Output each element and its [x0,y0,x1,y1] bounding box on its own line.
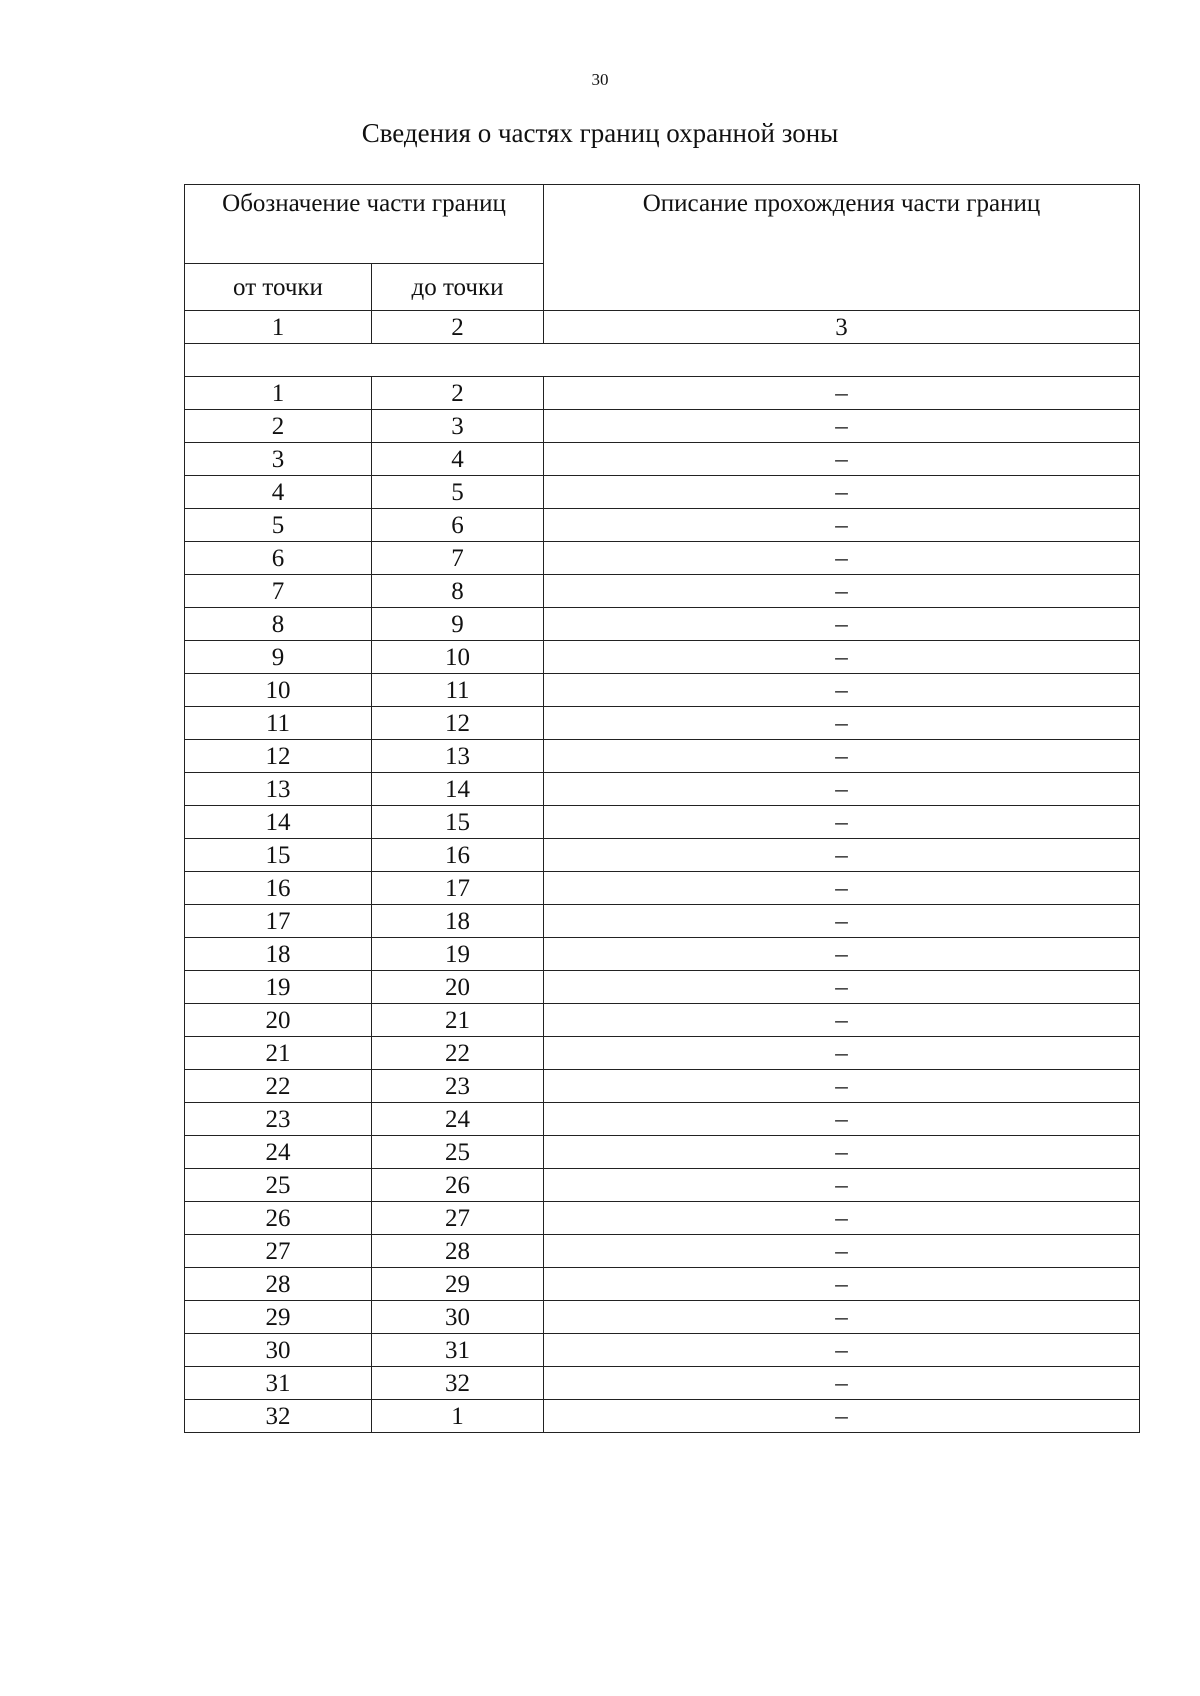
to-point-cell: 32 [372,1367,544,1400]
from-point-cell: 10 [185,674,372,707]
table-row [185,872,1140,905]
table-row [185,1301,1140,1334]
description-cell: – [544,641,1140,674]
table-row [185,806,1140,839]
to-point-cell: 27 [372,1202,544,1235]
description-cell: – [544,1103,1140,1136]
description-cell: – [544,740,1140,773]
from-point-cell: 23 [185,1103,372,1136]
table-row [185,641,1140,674]
table-row [185,1037,1140,1070]
table-row [185,410,1140,443]
description-cell: – [544,1268,1140,1301]
from-point-cell: 24 [185,1136,372,1169]
description-cell: – [544,674,1140,707]
from-point-cell: 17 [185,905,372,938]
table-row [185,1202,1140,1235]
to-point-cell: 9 [372,608,544,641]
table-body [185,185,1140,1433]
table-row [185,905,1140,938]
header-row [185,185,1140,264]
description-cell: – [544,476,1140,509]
from-point-cell: 29 [185,1301,372,1334]
description-cell: – [544,806,1140,839]
from-point-cell: 2 [185,410,372,443]
table-row [185,773,1140,806]
table-row [185,674,1140,707]
table-row [185,740,1140,773]
description-cell: – [544,509,1140,542]
description-cell: – [544,872,1140,905]
section-spacer-row [185,344,1140,377]
header-description: Описание прохождения части границ [544,185,1140,311]
to-point-cell: 15 [372,806,544,839]
description-cell: – [544,1202,1140,1235]
from-point-cell: 30 [185,1334,372,1367]
to-point-cell: 3 [372,410,544,443]
to-point-cell: 31 [372,1334,544,1367]
description-cell: – [544,575,1140,608]
from-point-cell: 28 [185,1268,372,1301]
to-point-cell: 16 [372,839,544,872]
to-point-cell: 22 [372,1037,544,1070]
description-cell: – [544,1037,1140,1070]
description-cell: – [544,1235,1140,1268]
page-title: Сведения о частях границ охранной зоны [361,118,839,148]
from-point-cell: 1 [185,377,372,410]
to-point-cell: 23 [372,1070,544,1103]
from-point-cell: 4 [185,476,372,509]
to-point-cell: 5 [372,476,544,509]
from-point-cell: 6 [185,542,372,575]
to-point-cell: 24 [372,1103,544,1136]
description-cell: – [544,1301,1140,1334]
to-point-cell: 19 [372,938,544,971]
to-point-cell: 10 [372,641,544,674]
description-cell: – [544,938,1140,971]
from-point-cell: 3 [185,443,372,476]
table-row [185,1004,1140,1037]
from-point-cell: 5 [185,509,372,542]
table-row [185,377,1140,410]
table-row [185,1367,1140,1400]
table-row [185,1334,1140,1367]
from-point-cell: 21 [185,1037,372,1070]
to-point-cell: 1 [372,1400,544,1433]
description-cell: – [544,773,1140,806]
table-row [185,1070,1140,1103]
to-point-cell: 4 [372,443,544,476]
description-cell: – [544,1334,1140,1367]
to-point-cell: 18 [372,905,544,938]
table-row [185,1169,1140,1202]
column-number: 2 [372,311,544,344]
from-point-cell: 22 [185,1070,372,1103]
to-point-cell: 11 [372,674,544,707]
to-point-cell: 6 [372,509,544,542]
to-point-cell: 8 [372,575,544,608]
from-point-cell: 31 [185,1367,372,1400]
table-row [185,542,1140,575]
description-cell: – [544,377,1140,410]
to-point-cell: 28 [372,1235,544,1268]
to-point-cell: 17 [372,872,544,905]
column-number: 1 [185,311,372,344]
description-cell: – [544,905,1140,938]
from-point-cell: 7 [185,575,372,608]
to-point-cell: 14 [372,773,544,806]
from-point-cell: 20 [185,1004,372,1037]
table-row [185,575,1140,608]
from-point-cell: 26 [185,1202,372,1235]
header-to-point: до точки [372,264,544,311]
description-cell: – [544,1400,1140,1433]
column-number: 3 [544,311,1140,344]
to-point-cell: 29 [372,1268,544,1301]
from-point-cell: 12 [185,740,372,773]
from-point-cell: 19 [185,971,372,1004]
description-cell: – [544,608,1140,641]
table-row [185,1103,1140,1136]
description-cell: – [544,1367,1140,1400]
description-cell: – [544,971,1140,1004]
table-row [185,1235,1140,1268]
header-designation: Обозначение части границ [185,185,544,264]
from-point-cell: 25 [185,1169,372,1202]
from-point-cell: 15 [185,839,372,872]
from-point-cell: 8 [185,608,372,641]
table-row [185,839,1140,872]
table-row [185,707,1140,740]
to-point-cell: 26 [372,1169,544,1202]
from-point-cell: 27 [185,1235,372,1268]
to-point-cell: 21 [372,1004,544,1037]
table-row [185,608,1140,641]
description-cell: – [544,410,1140,443]
table-row [185,971,1140,1004]
table-row [185,509,1140,542]
description-cell: – [544,542,1140,575]
to-point-cell: 13 [372,740,544,773]
description-cell: – [544,1070,1140,1103]
column-numbers-row [185,311,1140,344]
description-cell: – [544,707,1140,740]
description-cell: – [544,1004,1140,1037]
to-point-cell: 30 [372,1301,544,1334]
description-cell: – [544,1169,1140,1202]
description-cell: – [544,443,1140,476]
to-point-cell: 12 [372,707,544,740]
from-point-cell: 16 [185,872,372,905]
to-point-cell: 20 [372,971,544,1004]
table-row [185,443,1140,476]
to-point-cell: 2 [372,377,544,410]
from-point-cell: 18 [185,938,372,971]
description-cell: – [544,839,1140,872]
table-row [185,1136,1140,1169]
header-from-point: от точки [185,264,372,311]
from-point-cell: 11 [185,707,372,740]
description-cell: – [544,1136,1140,1169]
table-row [185,1400,1140,1433]
page-number: 30 [591,70,609,89]
table-row [185,476,1140,509]
to-point-cell: 7 [372,542,544,575]
table-row [185,938,1140,971]
from-point-cell: 32 [185,1400,372,1433]
from-point-cell: 14 [185,806,372,839]
from-point-cell: 9 [185,641,372,674]
from-point-cell: 13 [185,773,372,806]
table-row [185,1268,1140,1301]
to-point-cell: 25 [372,1136,544,1169]
empty-cell [185,344,1140,377]
boundary-parts-table [184,184,1140,1433]
